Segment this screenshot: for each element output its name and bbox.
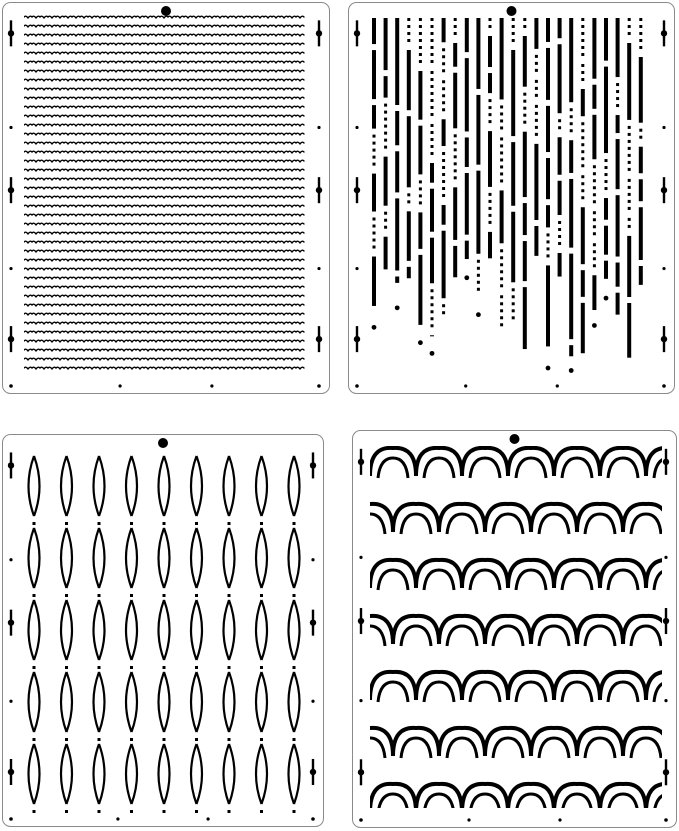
dash-segment	[465, 18, 469, 52]
dash-segment	[616, 195, 620, 256]
dash-segment	[546, 48, 550, 100]
dash-segment	[407, 211, 411, 261]
dash-segment	[384, 76, 388, 98]
dash-segment	[442, 205, 446, 225]
stencil-wheat-sprig-arches	[2, 2, 330, 394]
dash-segment	[639, 57, 643, 123]
dash-segment	[465, 137, 469, 167]
dash-segment	[592, 275, 596, 310]
dash-segment	[639, 179, 643, 201]
dash-segment	[546, 106, 550, 152]
dash-segment	[546, 205, 550, 227]
dash-segment	[616, 115, 620, 133]
dash-segment	[430, 238, 434, 284]
dash-segment	[604, 67, 608, 153]
dash-segment	[418, 212, 422, 248]
dash-segment	[639, 207, 643, 260]
dash-segment	[407, 50, 411, 110]
dash-segment	[395, 18, 399, 105]
dash-segment	[500, 18, 504, 99]
dash-segment	[639, 266, 643, 285]
dash-segment	[372, 105, 376, 128]
dash-segment	[511, 212, 515, 283]
dash-segment	[569, 254, 573, 340]
dash-segment	[488, 36, 492, 67]
dash-segment	[616, 263, 620, 287]
dash-segment	[592, 85, 596, 109]
dash-segment	[418, 126, 422, 175]
dash-segment	[430, 163, 434, 183]
dash-segment	[384, 18, 388, 70]
stencil-leaf-lens-grid	[2, 434, 324, 827]
dash-segment	[546, 158, 550, 199]
dash-segment	[372, 174, 376, 212]
dash-segment	[592, 115, 596, 159]
dash-segment	[407, 116, 411, 187]
dash-segment	[558, 44, 562, 113]
dash-segment	[569, 140, 573, 173]
dash-segment	[581, 89, 585, 116]
dash-segment	[616, 293, 620, 315]
dash-segment	[627, 236, 631, 297]
dash-segment	[558, 18, 562, 38]
dash-segment	[488, 73, 492, 93]
dash-segment	[430, 189, 434, 232]
dash-segment	[592, 18, 596, 79]
dash-segment	[384, 157, 388, 206]
dash-segment	[465, 58, 469, 131]
dash-segment	[569, 18, 573, 102]
dash-segment	[430, 335, 434, 336]
dash-segment	[523, 241, 527, 281]
stencil-vertical-dash-drip	[348, 2, 675, 394]
dash-segment	[407, 267, 411, 278]
dash-segment	[523, 287, 527, 349]
dash-segment	[476, 18, 480, 89]
dash-segment	[476, 95, 480, 165]
dash-segment	[569, 345, 573, 356]
dash-segment	[395, 277, 399, 283]
dash-segment	[534, 226, 538, 256]
dash-segment	[418, 71, 422, 120]
hanging-hole	[161, 6, 171, 16]
dash-segment	[546, 265, 550, 346]
dash-segment	[442, 231, 446, 298]
dash-segment	[581, 303, 585, 353]
dash-segment	[627, 303, 631, 358]
dash-segment	[372, 257, 376, 306]
dash-segment	[604, 226, 608, 255]
dash-segment	[546, 18, 550, 42]
dash-segment	[558, 137, 562, 175]
dash-segment	[581, 207, 585, 264]
dash-segment	[372, 50, 376, 99]
dash-segment	[488, 131, 492, 187]
dash-segment	[453, 187, 457, 240]
dash-segment	[534, 18, 538, 49]
dash-segment	[453, 43, 457, 67]
dash-segment	[488, 232, 492, 258]
dash-segment	[511, 50, 515, 136]
dash-segment	[442, 18, 446, 42]
hanging-hole	[158, 438, 168, 448]
dash-segment	[604, 18, 608, 61]
dash-segment	[395, 111, 399, 145]
dash-segment	[465, 173, 469, 235]
dash-segment	[453, 73, 457, 129]
dash-segment	[418, 255, 422, 325]
dash-segment	[569, 179, 573, 248]
dash-segment	[372, 18, 376, 44]
dash-segment	[395, 151, 399, 192]
dash-segment	[523, 203, 527, 235]
dash-segment	[616, 18, 620, 77]
hanging-hole	[507, 6, 517, 16]
dash-segment	[500, 190, 504, 243]
dash-segment	[534, 144, 538, 220]
dash-segment	[639, 147, 643, 174]
dash-segment	[523, 132, 527, 197]
dash-segment	[476, 171, 480, 254]
dash-segment	[627, 43, 631, 120]
dash-segment	[453, 246, 457, 277]
hanging-hole	[510, 434, 520, 444]
dash-segment	[558, 253, 562, 277]
dash-segment	[616, 139, 620, 189]
dash-segment	[465, 241, 469, 259]
dash-segment	[384, 237, 388, 270]
dash-segment	[604, 198, 608, 220]
dash-segment	[558, 181, 562, 215]
dash-segment	[581, 270, 585, 297]
dash-segment	[604, 261, 608, 279]
dash-segment	[523, 36, 527, 87]
dash-segment	[442, 119, 446, 146]
dash-segment	[511, 142, 515, 206]
stencil-interlocking-scallops	[352, 430, 677, 828]
dash-segment	[395, 198, 399, 270]
